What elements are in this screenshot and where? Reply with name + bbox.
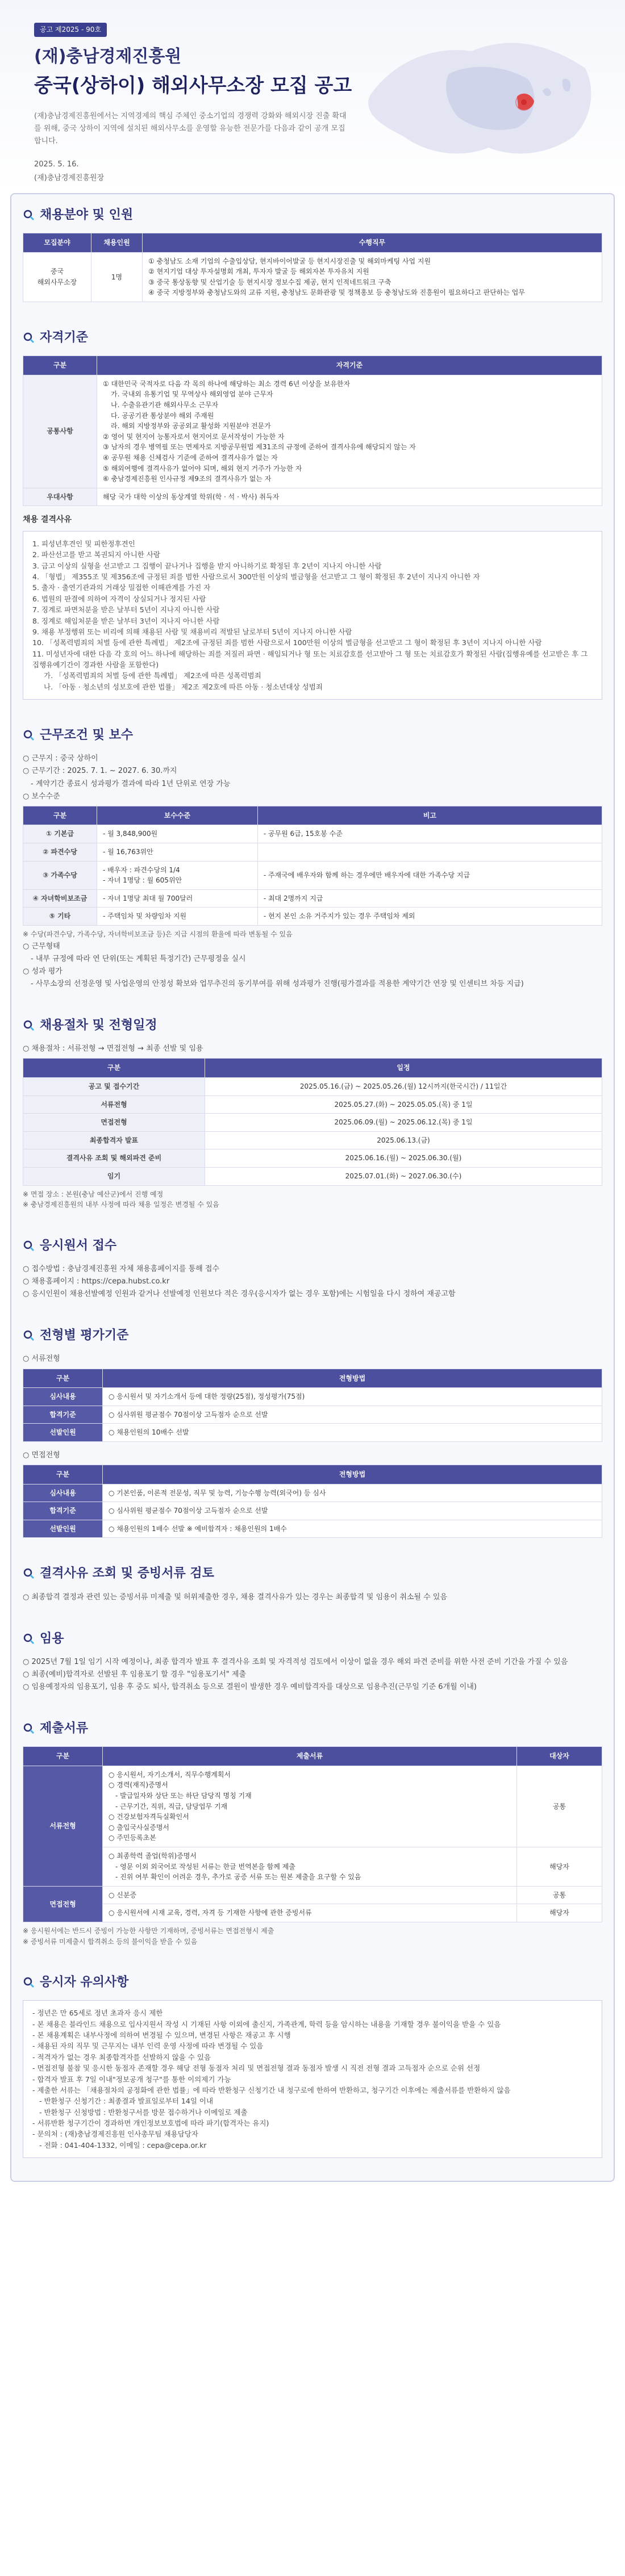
work-location: ○ 근무지 : 중국 상하이 [23, 754, 98, 763]
table-header: 자격기준 [97, 356, 602, 375]
table-header: 구분 [23, 1059, 205, 1078]
table-header: 보수수준 [97, 806, 258, 825]
notice-content [10, 193, 615, 2182]
disqualification-box: 1. 피성년후견인 및 피한정후견인 2. 파산선고를 받고 복권되지 아니한 사람 3. 금고 이상의 실형을 선고받고 그 집행이 끝나거나 집행을 받지 아니하기로 확정된 후 2년이 지나지 아니한 사람 4. 「형법」 제355조 및 제356조에 규정된 죄를 범한 사람으로서 300만원 이상의 벌금형을 선고받고 그 형이 확정된 후 2년이 지나지 아니한 자 5. 출자 · 출연기관과의 거래상 밀접한 이해관계를 가진 자 6. 법원의 판결에 의하여 자격이 상실되거나 정지된 사람 7. 징계로 파면처분을 받은 날부터 5년이 지나지 아니한 사람 8. 징계로 해임처분을 받은 날부터 3년이 지나지 아니한 사람 9. 채용 부정행위 또는 비리에 의해 채용된 사람 및 채용비리 적발된 날로부터 5년이 지나지 아니한 사람 10. 「성폭력범죄의 처벌 등에 관한 특례법」 제2조에 규정된 죄를 범한 사람으로서 100만원 이상의 벌금형을 선고받고 그 형이 확정된 후 3년이 지나지 아니한 사람 11. 미성년자에 대한 다음 각 호의 어느 하나에 해당하는 죄를 저질러 파면 · 해임되거나 형 또는 치료감호를 선고받아 그 형 또는 치료감호가 확정된 사람(집행유예를 선고받은 후 그 집행유예기간이 경과한 사람을 포함한다) 가. 「성폭력범죄의 처벌 등에 관한 특례법」 제2조에 따른 성폭력범죄 나. 「아동 · 청소년의 성보호에 관한 법률」 제2조 제2호에 따른 아동 · 청소년대상 성범죄 [23, 531, 602, 700]
search-icon [23, 1567, 35, 1580]
count-cell: 1명 [91, 252, 143, 302]
section-title: 제출서류 [40, 1721, 89, 1736]
pay-table: 구분 보수수준 비고 ① 기본급 - 월 3,848,900원 - 공무원 6급, 15호봉 수준 ② 파견수당 - 월 16,763위안 ③ 가족수당 - 배우자 : 파견수당의 1/4 - 자녀 1명당 : 월 605위안 - 주재국에 배우자와 함께 하는 경우에만 배우자에 대한 가족수당 지급 ④ 자녀학비보조금 - 자녀 1명당 최대 월 700달러 - 최대 2명까지 지급 ⑤ 기타 - 주택임차 및 차량임차 지원 - 현지 본인 소유 거주지가 있는 경우 주택임차 제외 [23, 806, 602, 926]
search-icon [23, 1976, 35, 1989]
section-recruitment-field [23, 206, 602, 302]
section-verification: 결격사유 조회 및 증빙서류 검토 ○ 최종합격 결정과 관련 있는 증빙서류 미제출 및 허위제출한 경우, 채용 결격사유가 있는 경우는 최종합격 및 임용이 취소될 수 있음 [23, 1564, 602, 1603]
section-evaluation: 전형별 평가기준 ○ 서류전형 구분 전형방법 심사내용 ○ 응시원서 및 자기소개서 등에 대한 정량(25점), 정성평가(75점) 합격기준 ○ 심사위원 평균점수 70점이상 고득점자 순으로 선발 선발인원 ○ 채용인원의 10배수 선발 ○ 면접전형 구분 전형방법 심사내용 ○ 기본인품, 이론적 전문성, 직무 및 능력, 기능수행 능력(외국어) 등 심사 합격기준 ○ 심사위원 평균점수 70점이상 고득점자 순으로 선발 선발인원 ○ 채용인원의 1배수 선발 ※ 예비합격자 : 채용인원의 1배수 [23, 1326, 602, 1538]
search-icon [23, 1019, 35, 1032]
duties-cell: ① 충청남도 소재 기업의 수출입상담, 현지바이어발굴 등 현지시장진출 및 해외마케팅 사업 지원 ② 현지기업 대상 투자설명회 개최, 투자자 발굴 등 해외자본 투자유치 지원 ③ 중국 통상동향 및 산업기술 등 현지시장 정보수집 제공, 현지 인적네트워크 구축 ④ 중국 지방정부와 충청남도와의 교류 지원, 충청남도 문화관광 및 정책홍보 등 충청남도와 진흥원이 필요하다고 판단하는 업무 [143, 252, 602, 302]
work-period: ○ 근무기간 : 2025. 7. 1. ~ 2027. 6. 30.까지 [23, 767, 177, 776]
qualification-table [23, 356, 602, 506]
preference-cell: 해당 국가 대학 이상의 동상계열 학위(학 · 석 · 박사) 취득자 [97, 488, 602, 506]
section-title: 응시원서 접수 [40, 1238, 117, 1253]
table-header: 전형방법 [103, 1465, 602, 1484]
section-title: 임용 [40, 1631, 64, 1646]
table-header: 제출서류 [103, 1747, 517, 1766]
section-documents: 제출서류 구분 제출서류 대상자 서류전형 ○ 응시원서, 자기소개서, 직무수행계획서 ○ 경력(재직)증명서 - 발급일자와 상단 또는 하단 담당직 명칭 기재 - 근무기간, 직위, 직급, 담당업무 기재 ○ 건강보험자격득실확인서 ○ 출입국사실증명서 ○ 주민등록초본 공통 ○ 최종학력 졸업(학위)증명서 - 영문 이외 외국어로 작성된 서류는 한글 번역본을 함께 제출 - 진위 여부 확인이 어려운 경우, 추가로 공증 서류 또는 원본 제출을 요구할 수 있음 해당자 면접전형 ○ 신분증 공통 ○ 응시원서에 시재 교육, 경력, 자격 등 기재한 사항에 관한 증빙서류 해당자 ※ 응시원서에는 반드시 증빙이 가능한 사항만 기재하며, 증빙서류는 면접전형시 제출 ※ 증빙서류 미제출시 합격취소 등의 불이익을 받을 수 있음 [23, 1719, 602, 1947]
field-cell: 중국 해외사무소장 [23, 252, 91, 302]
section-notices [23, 1973, 602, 2158]
table-header: 구분 [23, 1369, 103, 1388]
qualification-list: ① 대한민국 국적자로 다음 각 목의 하나에 해당하는 최소 경력 6년 이상을 보유한자 가. 국내외 유통기업 및 무역상사 해외영업 분야 근무자 나. 수출유관기관 해외사무소 근무자 다. 공공기관 통상분야 해외 주재원 라. 해외 지방정부와 공공외교 활성화 지원분야 전문가 ② 영어 및 현지어 능통자로서 현지어로 문서작성이 가능한 자 ③ 남자의 경우 병역필 또는 면제자로 지방공무원법 제31조의 규정에 준하여 결격사유에 해당되지 않는 자 ④ 공무원 채용 신체검사 기준에 준하여 결격사유가 없는 자 ⑤ 해외여행에 결격사유가 없어야 되며, 해외 현지 거주가 가능한 자 ⑥ 충남경제진흥원 인사규정 제9조의 결격사유가 없는 자 [97, 375, 602, 488]
hero-description: (재)충남경제진흥원에서는 지역경제의 핵심 주체인 중소기업의 경쟁력 강화와 해외시장 진출 확대를 위해, 중국 상하이 지역에 설치된 해외사무소를 운영할 유능한 전문가를 다음과 같이 공개 모집합니다. [34, 111, 347, 145]
contact-info: - 전화 : 041-404-1332, 이메일 : cepa@cepa.or.kr [39, 2140, 207, 2150]
document-evaluation-table: 구분 전형방법 심사내용 ○ 응시원서 및 자기소개서 등에 대한 정량(25점), 정성평가(75점) 합격기준 ○ 심사위원 평균점수 70점이상 고득점자 순으로 선발 선발인원 ○ 채용인원의 10배수 선발 [23, 1369, 602, 1442]
section-title: 결격사유 조회 및 증빙서류 검토 [40, 1566, 214, 1581]
section-work-conditions: 근무조건 및 보수 ○ 근무지 : 중국 상하이 ○ 근무기간 : 2025. 7. 1. ~ 2027. 6. 30.까지 - 계약기간 종료시 성과평가 결과에 따라 1년 단위로 연장 가능 ○ 보수수준 구분 보수수준 비고 ① 기본급 - 월 3,848,900원 - 공무원 6급, 15호봉 수준 ② 파견수당 - 월 16,763위안 ③ 가족수당 - 배우자 : 파견수당의 1/4 - 자녀 1명당 : 월 605위안 - 주재국에 배우자와 함께 하는 경우에만 배우자에 대한 가족수당 지급 ④ 자녀학비보조금 - 자녀 1명당 최대 월 700달러 - 최대 2명까지 지급 ⑤ 기타 - 주택임차 및 차량임차 지원 - 현지 본인 소유 거주지가 있는 경우 주택임차 제외 ※ 수당(파견수당, 가족수당, 자녀학비보조금 등)은 지급 시점의 환율에 따라 변동될 수 있음 ○ 근무형태 - 내부 규정에 따라 연 단위(또는 계획된 특정기간) 근무평정을 실시 ○ 성과 평가 - 사무소장의 선정운영 및 사업운영의 안정성 확보와 업무추진의 동기부여를 위해 성과평가 진행(평가결과를 적용한 계약기간 연장 및 인센티브 차등 지급) [23, 726, 602, 990]
table-header: 구분 [23, 1465, 103, 1484]
schedule-table: 구분 일정 공고 및 접수기간 2025.05.16.(금) ~ 2025.05.26.(월) 12시까지(한국시간) / 11일간 서류전형 2025.05.27.(화) ~ 2025.05.05.(목) 중 1일 면접전형 2025.06.09.(월) ~ 2025.06.12.(목) 중 1일 최종합격자 발표 2025.06.13.(금) 결격사유 조회 및 해외파견 준비 2025.06.16.(월) ~ 2025.06.30.(월) 임기 2025.07.01.(화) ~ 2027.06.30.(수) [23, 1058, 602, 1185]
interview-evaluation-table: 구분 전형방법 심사내용 ○ 기본인품, 이론적 전문성, 직무 및 능력, 기능수행 능력(외국어) 등 심사 합격기준 ○ 심사위원 평균점수 70점이상 고득점자 순으로 선발 선발인원 ○ 채용인원의 1배수 선발 ※ 예비합격자 : 채용인원의 1배수 [23, 1465, 602, 1538]
section-schedule: 채용절차 및 전형일정 ○ 채용절차 : 서류전형 → 면접전형 → 최종 선발 및 임용 구분 일정 공고 및 접수기간 2025.05.16.(금) ~ 2025.05.26.(월) 12시까지(한국시간) / 11일간 서류전형 2025.05.27.(화) ~ 2025.05.05.(목) 중 1일 면접전형 2025.06.09.(월) ~ 2025.06.12.(목) 중 1일 최종합격자 발표 2025.06.13.(금) 결격사유 조회 및 해외파견 준비 2025.06.16.(월) ~ 2025.06.30.(월) 임기 2025.07.01.(화) ~ 2027.06.30.(수) ※ 면접 장소 : 본원(충남 예산군)에서 진행 예정 ※ 충남경제진흥원의 내부 사정에 따라 채용 일정은 변경될 수 있음 [23, 1016, 602, 1210]
search-icon [23, 1633, 35, 1645]
notice-issuer: (재)충남경제진흥원장 [34, 174, 105, 183]
section-title: 자격기준 [40, 331, 89, 345]
disqualification-heading: 채용 결격사유 [23, 515, 72, 525]
section-title: 전형별 평가기준 [40, 1328, 129, 1343]
table-header: 일정 [205, 1059, 602, 1078]
table-header: 구분 [23, 806, 97, 825]
recruitment-homepage-link[interactable]: ○ 채용홈페이지 : https://cepa.hubst.co.kr [23, 1277, 170, 1286]
table-header: 수행직무 [143, 233, 602, 253]
row-label: 공통사항 [23, 375, 97, 488]
organization-name: (재)충남경제진흥원 [34, 46, 182, 66]
section-title: 근무조건 및 보수 [40, 728, 134, 743]
table-header: 채용인원 [91, 233, 143, 253]
table-header: 대상자 [517, 1747, 602, 1766]
section-title: 응시자 유의사항 [40, 1975, 129, 1990]
hero-banner [0, 0, 625, 193]
documents-table: 구분 제출서류 대상자 서류전형 ○ 응시원서, 자기소개서, 직무수행계획서 ○ 경력(재직)증명서 - 발급일자와 상단 또는 하단 담당직 명칭 기재 - 근무기간, 직위, 직급, 담당업무 기재 ○ 건강보험자격득실확인서 ○ 출입국사실증명서 ○ 주민등록초본 공통 ○ 최종학력 졸업(학위)증명서 - 영문 이외 외국어로 작성된 서류는 한글 번역본을 함께 제출 - 진위 여부 확인이 어려운 경우, 추가로 공증 서류 또는 원본 제출을 요구할 수 있음 해당자 면접전형 ○ 신분증 공통 ○ 응시원서에 시재 교육, 경력, 자격 등 기재한 사항에 관한 증빙서류 해당자 [23, 1746, 602, 1922]
search-icon [23, 1722, 35, 1735]
section-application: 응시원서 접수 ○ 접수방법 : 충남경제진흥원 자체 채용홈페이지를 통해 접수 ○ 채용홈페이지 : https://cepa.hubst.co.kr ○ 응시인원이 채용선발예정 인원과 같거나 선발예정 인원보다 적은 경우(응시자가 없는 경우 포함)에는 시험일을 다시 정하여 재공고함 [23, 1236, 602, 1300]
search-icon [23, 332, 35, 344]
search-icon [23, 729, 35, 742]
search-icon [23, 1329, 35, 1342]
notice-date: 2025. 5. 16. [34, 160, 79, 169]
notices-box: - 정년은 만 65세로 정년 초과자 응시 제한 - 본 채용은 블라인드 채용으로 입사지원서 작성 시 기재된 사항 이외에 출신지, 가족관계, 학력 등을 암시하는 내용을 기재할 경우 불이익을 받을 수 있음 - 본 채용계획은 내부사정에 의하여 변경될 수 있으며, 변경된 사항은 재공고 후 시행 - 채용된 자의 직무 및 근무지는 내부 인력 운영 사정에 따라 변경될 수 있음 - 적격자가 없는 경우 최종합격자를 선발하지 않을 수 있음 - 면접전형 불참 및 응시한 동점자 존재할 경우 해당 전형 동점자 처리 및 면접전형 결과 동점자 발생 시 직전 전형 결과 고득점자 순으로 순위 선정 - 합격자 발표 후 7일 이내"정보공개 청구"를 통한 이의제기 가능 - 제출한 서류는 「채용절차의 공정화에 관한 법률」에 따라 반환청구 신청기간 내 청구로에 한하여 반환하고, 청구기간 이후에는 제출서류를 반환하지 않음 - 반환청구 신청기간 : 최종결과 발표일로부터 14일 이내 - 반환청구 신청방법 : 반환청구서를 방문 접수하거나 이메일로 제출 - 서류반환 청구기간이 경과하면 개인정보보호법에 따라 파기(합격자는 유지) - 문의처 : (재)충남경제진흥원 인사총무팀 채용담당자 - 전화 : 041-404-1332, 이메일 : cepa@cepa.or.kr [23, 2000, 602, 2158]
search-icon [23, 1240, 35, 1252]
process-flow: ○ 채용절차 : 서류전형 → 면접전형 → 최종 선발 및 임용 [23, 1044, 203, 1053]
notice-number-badge: 공고 제2025 - 90호 [34, 23, 107, 37]
section-title: 채용분야 및 인원 [40, 208, 134, 222]
recruitment-table [23, 233, 602, 302]
section-qualifications [23, 328, 602, 700]
asia-map-illustration [347, 11, 608, 182]
table-header: 구분 [23, 1747, 103, 1766]
table-header: 구분 [23, 356, 97, 375]
section-appointment: 임용 ○ 2025년 7월 1일 임기 시작 예정이나, 최종 합격자 발표 후 결격사유 조회 및 자격적성 검토에서 이상이 없을 경우 해외 파견 준비를 위한 사전 준비 기간을 가질 수 있음 ○ 최종(예비)합격자로 선발된 후 임용포기 할 경우 "임용포기서" 제출 ○ 임용예정자의 임용포기, 임용 후 중도 퇴사, 합격취소 등으로 결원이 발생한 경우 예비합격자를 대상으로 임용추진(근무일 기준 6개월 이내) [23, 1629, 602, 1693]
section-title: 채용절차 및 전형일정 [40, 1018, 157, 1033]
table-header: 비고 [257, 806, 602, 825]
table-header: 모집분야 [23, 233, 91, 253]
search-icon [23, 209, 35, 221]
table-header: 전형방법 [103, 1369, 602, 1388]
row-label: 우대사항 [23, 488, 97, 506]
page-title: 중국(상하이) 해외사무소장 모집 공고 [34, 74, 352, 98]
